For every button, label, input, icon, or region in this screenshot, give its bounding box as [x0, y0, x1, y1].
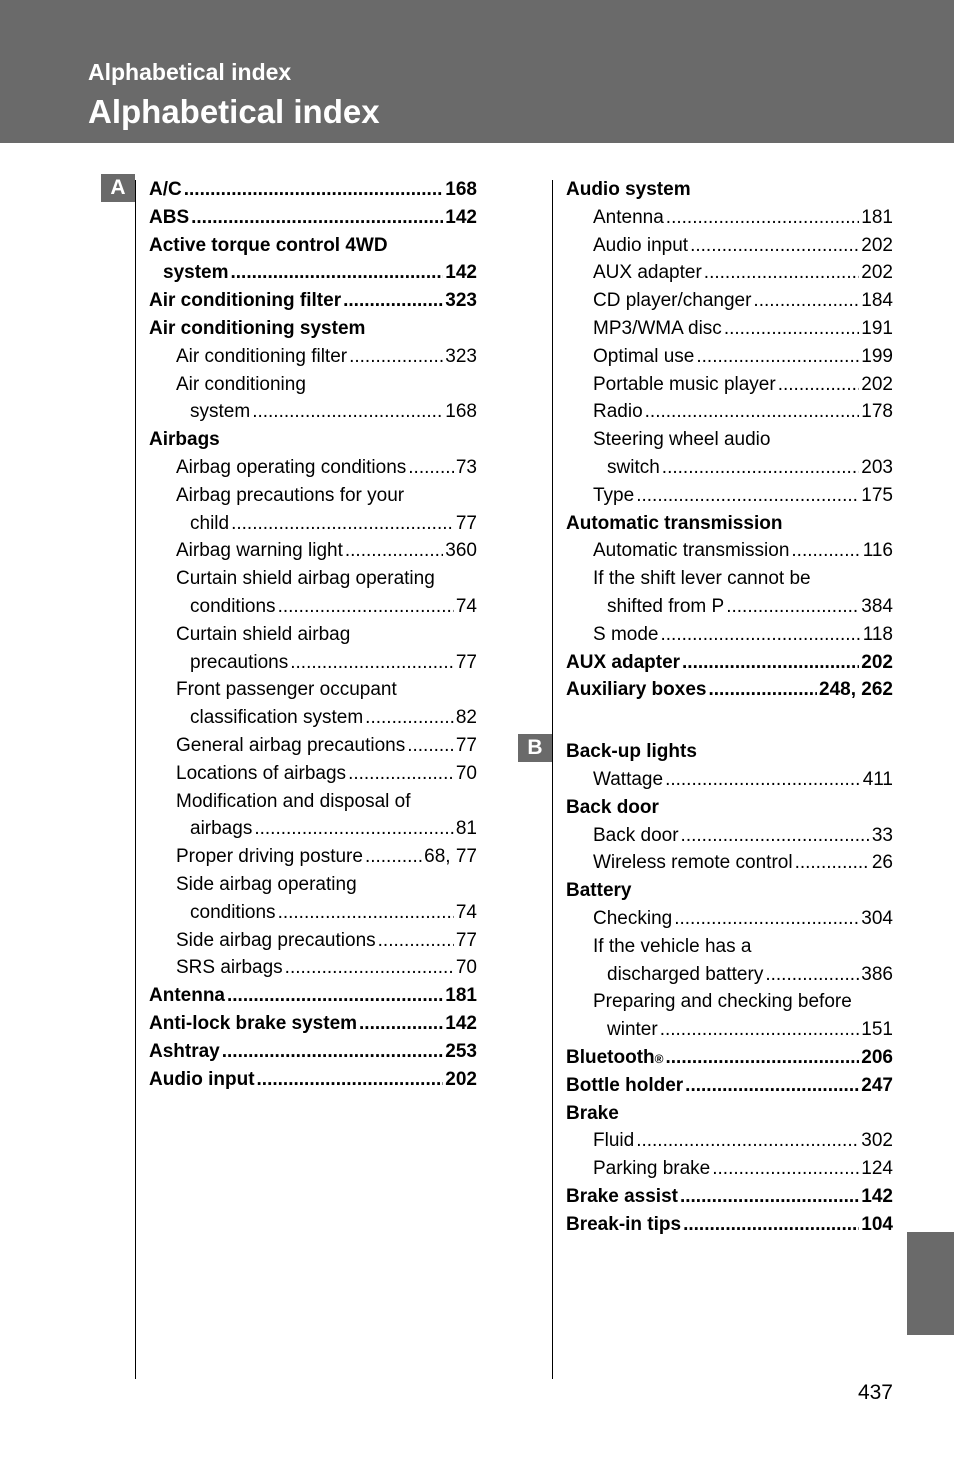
index-entry-page: 302	[861, 1130, 893, 1152]
index-entry-page: 74	[455, 595, 477, 617]
dot-leader	[349, 343, 443, 371]
dot-leader	[683, 1211, 859, 1239]
index-entry-page: 202	[861, 234, 893, 256]
index-entry	[566, 565, 893, 593]
dot-leader	[645, 398, 860, 426]
index-entry	[566, 905, 893, 933]
dot-leader	[365, 843, 422, 871]
index-entry-term: Portable music player	[593, 373, 776, 395]
index-entry	[149, 760, 477, 788]
dot-leader	[704, 259, 860, 287]
index-entry-page: 202	[861, 373, 893, 395]
index-entry-term: Back door	[566, 796, 659, 818]
index-entry-page: 202	[861, 651, 893, 673]
index-entry-term: S mode	[593, 623, 659, 645]
index-entry-term: Audio system	[566, 179, 691, 200]
index-entry	[149, 287, 477, 315]
index-entry-term: Auxiliary boxes	[566, 679, 707, 701]
dot-leader	[285, 954, 454, 982]
index-entry	[149, 649, 477, 677]
index-entry-term: Antenna	[149, 985, 225, 1007]
index-entry	[149, 1010, 477, 1038]
index-entry-term: Back-up lights	[566, 741, 697, 763]
index-entry	[149, 398, 477, 426]
index-entry-page: 68, 77	[424, 846, 477, 868]
index-entry-page: 116	[862, 540, 893, 562]
index-entry-term: Bluetooth	[566, 1046, 655, 1068]
dot-leader	[408, 454, 454, 482]
dot-leader	[252, 398, 443, 426]
index-entry-page: 206	[861, 1046, 893, 1068]
side-thumb-tab	[907, 1232, 954, 1335]
index-entry	[566, 877, 893, 905]
dot-leader	[791, 537, 860, 565]
index-section-a-continued	[566, 176, 893, 704]
index-entry-page: 118	[862, 623, 893, 645]
index-entry-term: system	[190, 401, 251, 423]
dot-leader	[726, 593, 859, 621]
index-entry-term: Curtain shield airbag	[176, 623, 351, 645]
index-entry-term: Preparing and checking before	[593, 991, 852, 1013]
index-entry-page: 77	[455, 929, 477, 951]
index-entry-page: 70	[455, 762, 477, 784]
index-entry-term: AUX adapter	[593, 262, 702, 284]
index-entry	[149, 343, 477, 371]
index-entry	[149, 454, 477, 482]
dot-leader	[345, 537, 443, 565]
index-entry-page: 323	[445, 290, 477, 312]
dot-leader	[666, 1044, 860, 1072]
dot-leader	[278, 593, 454, 621]
index-entry-term: Brake	[566, 1102, 619, 1124]
index-entry	[566, 738, 893, 766]
index-entry-term: conditions	[190, 595, 276, 617]
index-entry-term: General airbag precautions	[176, 734, 406, 756]
index-entry	[566, 232, 893, 260]
index-entry-page: 384	[861, 595, 893, 617]
index-entry-term: child	[190, 512, 230, 534]
index-entry	[566, 454, 893, 482]
index-entry-page: 142	[861, 1185, 893, 1207]
index-entry-term: Steering wheel audio	[593, 429, 771, 451]
index-entry-term: switch	[607, 456, 660, 478]
index-entry-term: Automatic transmission	[593, 540, 790, 562]
dot-leader	[636, 1127, 859, 1155]
index-entry-page: 386	[861, 963, 893, 985]
index-entry-term: Automatic transmission	[566, 512, 783, 534]
index-entry	[566, 537, 893, 565]
index-entry-term: Locations of airbags	[176, 762, 347, 784]
index-entry	[149, 815, 477, 843]
index-entry-term: Side airbag operating	[176, 873, 357, 895]
index-entry	[566, 176, 893, 204]
index-entry	[149, 788, 477, 816]
index-entry-term: Airbag operating conditions	[176, 456, 407, 478]
index-entry	[149, 1066, 477, 1094]
index-entry	[149, 899, 477, 927]
index-entry-term: Side airbag precautions	[176, 929, 376, 951]
index-entry-term: Parking brake	[593, 1158, 711, 1180]
index-entry-term: If the shift lever cannot be	[593, 568, 811, 590]
index-entry	[149, 982, 477, 1010]
index-entry: Bluetooth ® ..... 206	[566, 1044, 893, 1072]
dot-leader	[724, 315, 859, 343]
index-entry-term: Air conditioning	[176, 373, 306, 395]
dot-leader	[257, 1066, 444, 1094]
dot-leader	[685, 1072, 859, 1100]
dot-leader	[348, 760, 454, 788]
index-entry-term: winter	[607, 1019, 658, 1041]
index-entry	[566, 822, 893, 850]
index-entry	[566, 482, 893, 510]
index-entry-page: 184	[861, 290, 893, 312]
index-column-left	[149, 176, 477, 1093]
index-entry-page: 124	[861, 1158, 893, 1180]
index-entry-page: 151	[861, 1019, 893, 1041]
index-entry-page: 411	[862, 768, 893, 790]
index-entry-term: Fluid	[593, 1130, 635, 1152]
page-number: 437	[857, 1381, 893, 1404]
index-entry	[566, 1127, 893, 1155]
dot-leader	[227, 982, 443, 1010]
dot-leader	[778, 371, 860, 399]
index-entry	[566, 371, 893, 399]
index-entry	[566, 766, 893, 794]
dot-leader	[231, 259, 444, 287]
index-entry-page: 178	[861, 401, 893, 423]
dot-leader	[660, 1016, 860, 1044]
index-entry	[149, 259, 477, 287]
index-entry-term: Bottle holder	[566, 1074, 684, 1096]
index-entry-term: A/C	[149, 179, 182, 200]
index-entry	[149, 565, 477, 593]
index-entry	[149, 843, 477, 871]
section-gap	[566, 704, 893, 738]
index-column-right	[566, 176, 893, 1238]
dot-leader	[365, 704, 454, 732]
index-entry	[566, 593, 893, 621]
dot-leader	[765, 961, 859, 989]
index-entry-page: 77	[455, 651, 477, 673]
index-entry	[149, 537, 477, 565]
index-entry	[149, 1038, 477, 1066]
index-entry	[149, 704, 477, 732]
index-entry-term: Battery	[566, 880, 632, 902]
index-entry-term: precautions	[190, 651, 289, 673]
index-entry-term: Brake assist	[566, 1185, 678, 1207]
section-letter-b: B	[518, 734, 552, 762]
index-entry-term: Airbag precautions for your	[176, 484, 405, 506]
dot-leader	[660, 621, 860, 649]
index-entry-term: Wattage	[593, 768, 664, 790]
index-entry-term: Curtain shield airbag operating	[176, 568, 435, 590]
dot-leader	[665, 766, 861, 794]
index-entry	[566, 849, 893, 877]
dot-leader	[359, 1010, 443, 1038]
index-entry-term: Type	[593, 484, 635, 506]
index-entry-term: SRS airbags	[176, 957, 283, 979]
index-entry-page: 181	[445, 985, 477, 1007]
index-entry-page: 142	[445, 206, 477, 228]
dot-leader	[708, 676, 817, 704]
index-entry-page: 199	[861, 345, 893, 367]
index-section-b	[566, 738, 893, 1238]
index-entry-page: 181	[861, 206, 893, 228]
index-entry	[566, 259, 893, 287]
index-entry	[566, 315, 893, 343]
index-entry	[566, 426, 893, 454]
index-entry-term: discharged battery	[607, 963, 764, 985]
index-entry-page: 104	[861, 1213, 893, 1235]
dot-leader	[662, 454, 860, 482]
column-divider-left	[135, 180, 136, 1379]
index-entry-term: Modification and disposal of	[176, 790, 411, 812]
index-entry	[566, 1155, 893, 1183]
index-entry-page: 203	[861, 456, 893, 478]
index-entry-term: Checking	[593, 907, 673, 929]
index-entry	[566, 1100, 893, 1128]
index-entry-page: 168	[445, 401, 477, 423]
index-entry	[149, 927, 477, 955]
index-entry	[149, 232, 477, 260]
index-entry-page: 202	[445, 1068, 477, 1090]
index-entry	[149, 315, 477, 343]
dot-leader	[680, 1183, 859, 1211]
index-entry-page: 168	[445, 179, 477, 200]
index-entry-page: 175	[861, 484, 893, 506]
dot-leader	[254, 815, 454, 843]
index-entry	[566, 621, 893, 649]
page-title: Alphabetical index	[88, 93, 380, 130]
dot-leader	[681, 822, 870, 850]
index-entry	[149, 621, 477, 649]
index-entry	[149, 954, 477, 982]
index-entry-page: 81	[455, 818, 477, 840]
dot-leader	[753, 287, 859, 315]
index-entry-page: 323	[445, 345, 477, 367]
index-entry-page: 142	[445, 1012, 477, 1034]
index-entry-page: 360	[445, 540, 477, 562]
index-entry	[566, 676, 893, 704]
dot-leader	[343, 287, 443, 315]
dot-leader	[636, 482, 859, 510]
dot-leader	[795, 849, 870, 877]
index-entry-term: Back door	[593, 824, 679, 846]
index-entry-page: 82	[455, 707, 477, 729]
dot-leader	[184, 176, 444, 204]
index-entry	[566, 649, 893, 677]
index-entry-term: Anti-lock brake system	[149, 1012, 358, 1034]
index-entry-page: 202	[861, 262, 893, 284]
index-entry	[566, 1016, 893, 1044]
dot-leader	[191, 204, 443, 232]
dot-leader	[674, 905, 859, 933]
index-entry-term: Air conditioning filter	[176, 345, 348, 367]
dot-leader	[290, 649, 454, 677]
index-entry-page: 77	[455, 734, 477, 756]
index-entry-term: Proper driving posture	[176, 846, 363, 868]
dot-leader	[222, 1038, 444, 1066]
index-entry-term: MP3/WMA disc	[593, 317, 722, 339]
index-entry	[566, 794, 893, 822]
index-entry	[566, 988, 893, 1016]
index-entry-page: 77	[455, 512, 477, 534]
dot-leader	[696, 343, 859, 371]
section-letter-a: A	[101, 174, 135, 202]
index-entry	[149, 176, 477, 204]
index-entry-page: 26	[871, 852, 893, 874]
index-entry	[566, 1211, 893, 1239]
index-entry	[566, 1072, 893, 1100]
column-divider-right	[552, 180, 553, 1379]
index-entry	[149, 510, 477, 538]
index-entry-page: 304	[861, 907, 893, 929]
index-entry	[566, 933, 893, 961]
index-entry-page: 191	[861, 317, 893, 339]
index-entry-term: Airbags	[149, 429, 220, 451]
index-entry-term: Optimal use	[593, 345, 695, 367]
index-entry-term: classification system	[190, 707, 364, 729]
index-entry-page: 70	[455, 957, 477, 979]
index-entry-term: Break-in tips	[566, 1213, 682, 1235]
dot-leader	[278, 899, 454, 927]
index-entry-term: airbags	[190, 818, 253, 840]
index-entry-page: 33	[871, 824, 893, 846]
header-subtitle: Alphabetical index	[88, 59, 292, 85]
index-entry-term: Radio	[593, 401, 643, 423]
index-entry-term: Audio input	[149, 1068, 255, 1090]
index-entry	[566, 287, 893, 315]
index-entry-term: conditions	[190, 901, 276, 923]
index-entry	[149, 676, 477, 704]
index-entry	[566, 961, 893, 989]
index-entry-page: 247	[861, 1074, 893, 1096]
index-entry	[566, 398, 893, 426]
dot-leader	[682, 649, 859, 677]
index-entry-term: Ashtray	[149, 1040, 220, 1062]
index-entry-term: Air conditioning filter	[149, 290, 342, 312]
index-entry-page: 74	[455, 901, 477, 923]
index-entry	[149, 593, 477, 621]
index-entry-term: Audio input	[593, 234, 689, 256]
index-entry	[566, 510, 893, 538]
index-entry	[566, 1183, 893, 1211]
index-entry-term: If the vehicle has a	[593, 935, 752, 957]
index-entry-page: 248, 262	[819, 679, 893, 701]
index-entry	[149, 871, 477, 899]
dot-leader	[231, 510, 454, 538]
index-entry	[149, 204, 477, 232]
index-entry-term: system	[163, 262, 229, 284]
index-entry	[149, 371, 477, 399]
index-entry-term: shifted from P	[607, 595, 725, 617]
index-entry-term: ABS	[149, 206, 190, 228]
index-entry-term: CD player/changer	[593, 290, 752, 312]
dot-leader	[666, 204, 860, 232]
index-entry-term: Front passenger occupant	[176, 679, 397, 701]
index-entry	[566, 204, 893, 232]
dot-leader	[690, 232, 859, 260]
dot-leader	[378, 927, 454, 955]
dot-leader	[712, 1155, 859, 1183]
index-entry-term: Active torque control 4WD	[149, 234, 388, 256]
index-entry-page: 142	[445, 262, 477, 284]
page-header	[0, 0, 954, 143]
index-entry-page: 253	[445, 1040, 477, 1062]
index-entry	[149, 732, 477, 760]
index-entry	[149, 482, 477, 510]
index-entry-term: AUX adapter	[566, 651, 681, 673]
dot-leader	[407, 732, 454, 760]
index-entry-term: Air conditioning system	[149, 317, 366, 339]
index-entry-term: Airbag warning light	[176, 540, 343, 562]
index-entry-page: 73	[455, 456, 477, 478]
index-entry-term: Antenna	[593, 206, 664, 228]
index-entry	[149, 426, 477, 454]
index-entry-term: Wireless remote control	[593, 852, 793, 874]
index-entry	[566, 343, 893, 371]
